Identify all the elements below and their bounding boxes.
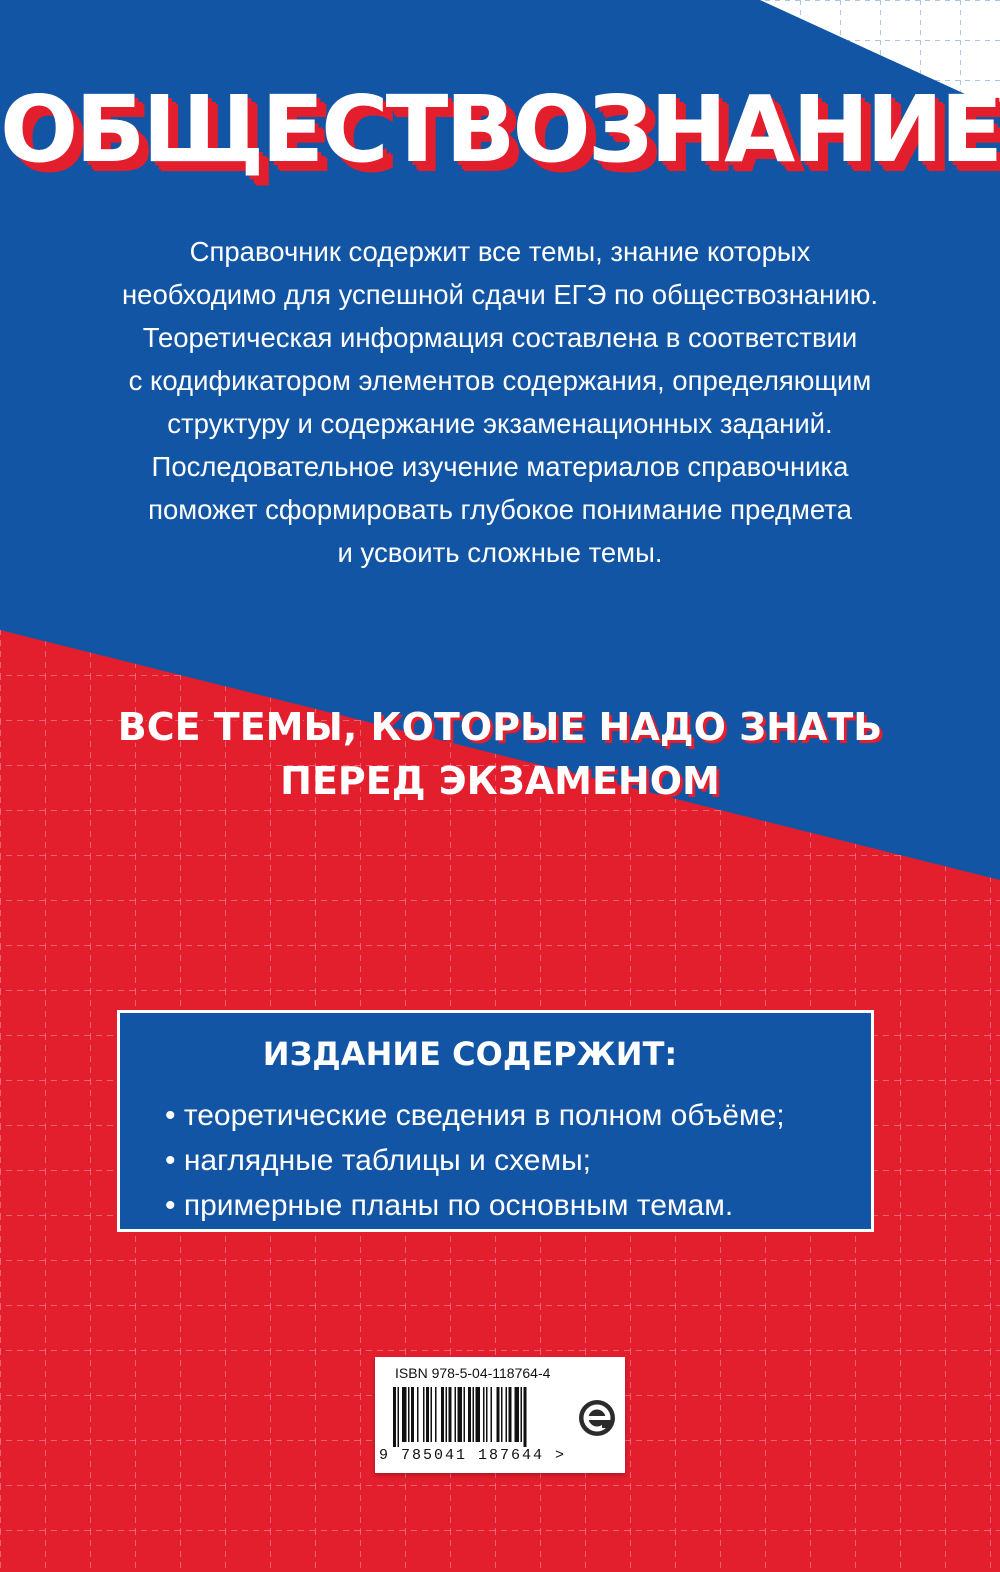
- description-line: с кодификатором элементов содержания, определяющим: [128, 365, 872, 396]
- description: [100, 230, 900, 574]
- contents-box: [117, 1010, 874, 1232]
- barcode-bar: [441, 1387, 444, 1442]
- description-line: Справочник содержит все темы, знание которых: [189, 236, 811, 267]
- barcode-bar: [464, 1387, 466, 1442]
- barcode-bar: [476, 1387, 481, 1442]
- description-line: необходимо для успешной сдачи ЕГЭ по обществознанию.: [121, 279, 878, 310]
- barcode-bar: [435, 1387, 437, 1442]
- description-line: и усвоить сложные темы.: [337, 537, 663, 568]
- contents-heading: ИЗДАНИЕ СОДЕРЖИТ:: [262, 1035, 678, 1073]
- barcode-bar: [501, 1387, 503, 1442]
- barcode-bar: [431, 1387, 433, 1442]
- contents-item: • наглядные таблицы и схемы;: [165, 1138, 785, 1183]
- slogan: [0, 700, 1000, 808]
- barcode-bar: [486, 1387, 488, 1442]
- barcode-bar: [423, 1387, 425, 1442]
- barcode-bar: [515, 1387, 520, 1442]
- barcode-bar: [521, 1387, 523, 1442]
- barcode-digits: 9 785041 187644 >: [379, 1447, 567, 1464]
- contents-item: • примерные планы по основным темам.: [165, 1183, 785, 1228]
- barcode-bar: [468, 1387, 471, 1442]
- barcode-bar: [393, 1387, 396, 1447]
- barcode-bar: [446, 1387, 448, 1442]
- publisher-logo-icon: [578, 1399, 616, 1437]
- barcode-bar: [509, 1387, 512, 1442]
- barcode-bar: [455, 1387, 457, 1442]
- barcode-icon: [393, 1387, 573, 1447]
- barcode-bar: [497, 1387, 500, 1442]
- barcode-bar: [411, 1387, 414, 1442]
- book-title: ОБЩЕСТВОЗНАНИЕ: [0, 76, 1000, 183]
- barcode-bar: [402, 1387, 407, 1442]
- barcode-bar: [398, 1387, 400, 1447]
- barcode-bar: [417, 1387, 419, 1442]
- contents-item: • теоретические сведения в полном объёме;: [165, 1093, 785, 1138]
- barcode-bar: [483, 1387, 485, 1442]
- barcode-bar: [506, 1387, 508, 1442]
- contents-list: [165, 1093, 785, 1228]
- slogan-line: ПЕРЕД ЭКЗАМЕНОМ: [280, 759, 720, 803]
- barcode-bar: [449, 1387, 452, 1442]
- barcode-bar: [458, 1387, 463, 1442]
- barcode-bar: [426, 1387, 429, 1442]
- barcode-bar: [491, 1387, 493, 1442]
- isbn-text: ISBN 978-5-04-118764-4: [395, 1365, 551, 1381]
- barcode-bar: [524, 1387, 527, 1447]
- description-line: Последовательное изучение материалов справочника: [151, 451, 849, 482]
- barcode-bar: [473, 1387, 475, 1442]
- description-line: поможет сформировать глубокое понимание предмета: [148, 494, 852, 525]
- slogan-line: ВСЕ ТЕМЫ, КОТОРЫЕ НАДО ЗНАТЬ: [117, 705, 883, 749]
- description-line: структуру и содержание экзаменационных заданий.: [167, 408, 833, 439]
- barcode-bar: [408, 1387, 410, 1442]
- description-line: Теоретическая информация составлена в соответствии: [142, 322, 858, 353]
- barcode-label: [375, 1357, 625, 1473]
